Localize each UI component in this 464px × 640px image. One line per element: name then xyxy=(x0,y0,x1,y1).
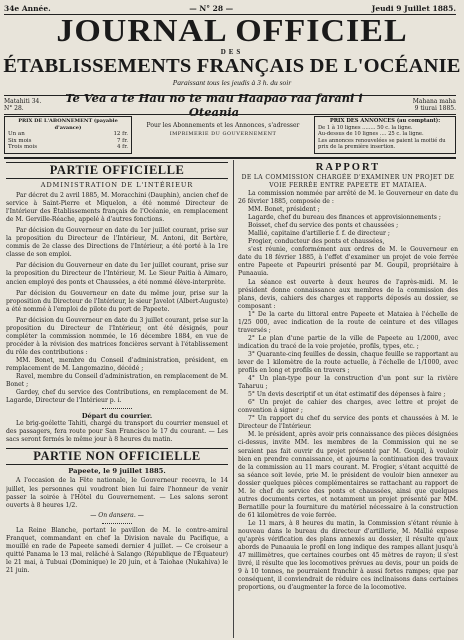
info-left xyxy=(4,98,52,112)
subscription-address-text: Pour les Abonnements et les Annonces, s'adresser xyxy=(146,122,300,129)
info-right-line1: Mahana maha xyxy=(412,98,456,105)
left-column xyxy=(6,162,228,638)
subscription-bar xyxy=(4,116,456,154)
annonces-title: PRIX DES ANNONCES (au comptant): xyxy=(329,118,441,124)
member-item: MM. Bonet, président ; xyxy=(248,206,320,214)
rapport-heading: RAPPORT xyxy=(315,162,381,173)
member-item: Mallié, capitaine d'artillerie f. f. de directeur ; xyxy=(248,230,390,238)
paragraph: 6° Un projet de cahier des charges, avec lettre et projet de convention à signer ; xyxy=(238,399,458,415)
price-row: Six mois 7 fr. xyxy=(8,137,128,144)
paragraph: Ravel, membre du Conseil d'administration, en remplacement de M. Bonet ; xyxy=(6,373,228,389)
paragraph: Par décret du 2 avril 1885, M. Moracchini (Dauphin), ancien chef de service à Saint-Pierre et Miquelon, a été nommé Directeur de l'Intérieur des Établissements français de l'Océanie, en remplacement de M. Gerville-Réache, appelé à d'autres fonctions. xyxy=(6,192,228,224)
header-bottom-rule xyxy=(4,157,456,159)
paragraph: M. le président, après avoir pris connaissance des pièces désignées ci-dessus, invite MM. les membres de la Commission qui ne se seraient pas fait ouvrir du projet présenté par M. Goupil, à vouloir bien en prendre connaissance, et ajourne la continuation des travaux de la commission au 11 mars courant. M. Frogier, s'étant acquitté de sa séance soit levée, prie M. le président de vouloir bien annexer au dossier quelques pièces complémentaires se rattachant au rapport de M. le chef du service des ponts et chaussées, ainsi que quelques autres documents certes, et notamment un projet présenté par MM. Bernatille pour la fourniture du matériel nécessaire à la construction de 61 kilomètres de voie ferrée. xyxy=(238,431,458,519)
info-right-line2: 9 tiurai 1885. xyxy=(414,105,456,112)
paragraph: 3° Quarante-cinq feuilles de dessin, chaque feuille se rapportant au lever de 1 kilomètre de la route actuelle, à l'échelle de 1/1000, avec profils en long et profils en travers ; xyxy=(238,350,458,375)
column-separator xyxy=(233,160,234,638)
subscription-price-box xyxy=(4,116,132,154)
partie-non-officielle-heading: PARTIE NON OFFICIELLE xyxy=(6,448,228,465)
paragraph: 1° De la carte du littoral entre Papeete et Mataiea à l'échelle de 1/25 000, avec indication de la route de ceinture et des villages traversés ; xyxy=(238,310,458,334)
imprimerie-label: IMPRIMERIE DU GOUVERNEMENT xyxy=(169,131,277,137)
courrier-heading: Départ du courrier. xyxy=(81,412,153,421)
annonces-row: De 1 à 10 lignes ........ 50 c. la ligne. xyxy=(318,124,413,131)
on-dansera: — On dansera. — xyxy=(90,511,144,519)
top-line xyxy=(4,2,456,14)
masthead xyxy=(2,16,462,88)
right-column xyxy=(238,162,458,638)
paragraph: Par décision du Gouverneur en date du même jour, prise sur la proposition du Directeur de l'Intérieur, le sieur Javelot (Albert-Auguste) a été nommé à l'emploi de pilote du port de Papeete. xyxy=(6,289,228,313)
rapport-subheading: DE LA COMMISSION CHARGÉE D'EXAMINER UN PROJET DE VOIE FERRÉE ENTRE PAPEETE ET MATAIEA. xyxy=(241,174,455,189)
price-row: Un an 12 fr. xyxy=(8,131,128,137)
paragraph: 7° Un rapport du chef du service des ponts et chaussées à M. le Directeur de l'Intérieur. xyxy=(238,415,458,431)
journal-tagline: Paraissant tous les jeudis à 3 h. du soir xyxy=(172,78,292,87)
paragraph: MM. Bonet, membre du Conseil d'administration, président, en remplacement de M. Langomazino, décédé ; xyxy=(6,356,228,372)
subscription-address xyxy=(132,116,314,154)
info-rule xyxy=(4,114,456,115)
subscription-title: PRIX DE L'ABONNEMENT (payable d'avance) xyxy=(18,118,118,131)
paragraph: Gardey, chef du service des Contributions, en remplacement de M. Lagarde, Directeur de l'Intérieur p. i. xyxy=(6,389,228,405)
paragraph: Par décision du Gouverneur en date du 3 juillet courant, prise sur la proposition du Directeur de l'Intérieur, ont été désignés, pour compléter la commission nommée, le 16 décembre 1884, en vue de procéder à la révision des matrices foncières servant à l'établissement du rôle des contributions : xyxy=(6,316,228,356)
pno-date: Papeete, le 9 juillet 1885. xyxy=(68,467,166,476)
newspaper-page xyxy=(2,0,462,640)
paragraph: La commission nommée par arrêté de M. le Gouverneur en date du 26 février 1885, composée de : xyxy=(238,190,458,206)
paragraph: 4° Un plan-type pour la construction d'un pont sur la rivière Taharuu ; xyxy=(238,375,458,391)
issue-number: — N° 28 — xyxy=(189,3,234,13)
journal-title: JOURNAL OFFICIEL xyxy=(56,14,408,49)
courrier-paragraph: Le brig-goélette Tahiti, chargé du transport du courrier mensuel et des passagers, fera route pour San Francisco le 17 du courant. — Les sacs seront fermés le même jour à 8 heures du matin. xyxy=(6,420,228,444)
paragraph: La séance est ouverte à deux heures de l'après-midi. M. le président donne connaissance aux membres de la commission des plans, devis, cahiers des charges et rapports déposés au dossier, se composant : xyxy=(238,278,458,310)
annonces-row: Les annonces renouvelées se paient la moitié du prix de la première insertion. xyxy=(318,137,446,150)
info-right xyxy=(376,98,456,112)
paragraph: La Reine Blanche, portant le pavillon de M. le contre-amiral Franquet, commandant en chef la Division navale du Pacifique, a mouillé en rade de Papeete samedi dernier 4 juillet. — Ce croiseur a quitté Panama le 13 mai, relâché à Salango (République de l'Équateur) le 21 mai, à Tubuai (Dominique) le 20 juin, et à Taiohae (Nukahiva) le 21 juin. xyxy=(6,526,228,574)
info-left-line1: Matahiti 34. xyxy=(4,98,42,105)
administration-heading: ADMINISTRATION DE L'INTÉRIEUR xyxy=(40,181,194,189)
paragraph: Par décision du Gouverneur en date du 1er juillet courant, prise sur la proposition du Directeur de l'Intérieur, M. Le Sieur Paitia à Aimaro, ancien employé des ponts et Chaussées, a été nommé élève-interprète. xyxy=(6,262,228,286)
member-item: Boisset, chef du service des ponts et chaussées ; xyxy=(248,222,399,230)
paragraph: A l'occasion de la Fête nationale, le Gouverneur recevra, le 14 juillet, les personnes qui voudront bien lui faire l'honneur de venir passer la soirée à l'Hôtel du Gouvernement. — Les salons seront ouverts à 8 heures 1/2. xyxy=(6,477,228,509)
partie-officielle-heading: PARTIE OFFICIELLE xyxy=(6,162,228,179)
year-label: 34e Année. xyxy=(4,3,51,13)
journal-subtitle: ÉTABLISSEMENTS FRANÇAIS DE L'OCÉANIE xyxy=(3,55,461,77)
paragraph: s'est réunie, conformément aux ordres de M. le Gouverneur en date du 18 février 1885, à l'effet d'examiner un projet de voie ferrée entre Papeete et Papeuriri présenté par M. Goupil, propriétaire à Punaauia. xyxy=(238,246,458,278)
tahitian-title: Te Vea a te Hau no te mau Haapao raa farani i Oteania xyxy=(65,91,363,119)
info-left-line2: N° 28. xyxy=(4,105,24,112)
journal-des: DES xyxy=(220,48,244,56)
info-bar xyxy=(4,91,456,119)
paragraph: Par décision du Gouverneur en date du 1er juillet courant, prise sur la proposition du Directeur de l'Intérieur, M. Antoni, dit Bertère, commis de 2e classe des Directions de l'Intérieur, a été porté à la 1re classe de son emploi. xyxy=(6,227,228,259)
member-item: Frogier, conducteur des ponts et chaussées, xyxy=(248,238,385,246)
paragraph: 2° Le plan d'une partie de la ville de Papeete au 1/2000, avec indication du tracé de la voie projetée, profils, types, etc. ; xyxy=(238,334,458,350)
member-item: Lagarde, chef du bureau des finances et approvisionnements ; xyxy=(248,214,441,222)
annonces-price-box xyxy=(314,116,456,154)
separator xyxy=(102,408,132,409)
price-row: Trois mois 4 fr. xyxy=(8,144,128,150)
annonces-row: Au-dessus de 10 lignes .... 25 c. la ligne. xyxy=(318,131,424,137)
issue-date: Jeudi 9 Juillet 1885. xyxy=(371,3,456,13)
paragraph: Le 11 mars, à 8 heures du matin, la Commission s'étant réunie à nouveau dans le bureau du directeur d'artillerie, M. Mallié expose qu'après vérification des plans annexés au dossier, il résulte qu'aux abords de Punaauia le profil en long indique des rampes allant jusqu'à 47 millimètres, que certaines courbes ont 45 mètres de rayon; il s'est livré, il résulte que les locomotives prévues au devis, pour un poids de 9 à 10 tonnes, ne pourraient franchir à aussi fortes rampes; que par conséquent, il conviendrait de réduire ces inclinaisons dans certaines proportions, ou d'augmenter la force de la locomotive. xyxy=(238,519,458,592)
paragraph: 5° Un devis descriptif et un état estimatif des dépenses à faire ; xyxy=(248,391,446,399)
separator xyxy=(102,523,132,524)
